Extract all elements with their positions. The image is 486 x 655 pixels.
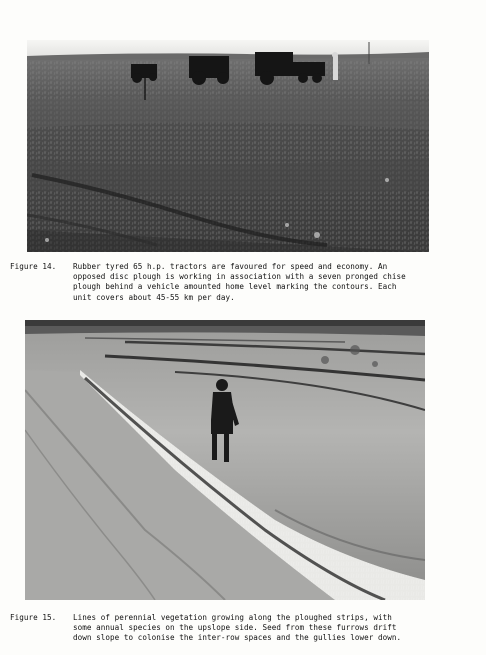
figure-14-line: Rubber tyred 65 h.p. tractors are favoured for speed and economy. An (73, 262, 388, 271)
figure-15-line: down slope to colonise the inter-row spaces and the gullies lower down. (73, 633, 402, 643)
figure-14-line: plough behind a vehicle amounted home level marking the contours. Each (73, 282, 397, 292)
figure-14-line: unit covers about 45-55 km per day. (73, 292, 235, 302)
figure-14-text (73, 262, 468, 303)
figure-14-label: Figure 14. (10, 262, 57, 271)
figure-15-line: some annual species on the upslope side. Seed from these furrows drift (73, 623, 397, 633)
figure-14-photo (27, 40, 429, 252)
figure-15-text (73, 613, 468, 644)
figure-15-label: Figure 15. (10, 613, 57, 622)
figure-14-line: opposed disc plough is working in association with a seven pronged chise (73, 272, 406, 282)
figure-15-line: Lines of perennial vegetation growing along the ploughed strips, with (73, 613, 392, 622)
figure-15-photo (25, 320, 425, 600)
